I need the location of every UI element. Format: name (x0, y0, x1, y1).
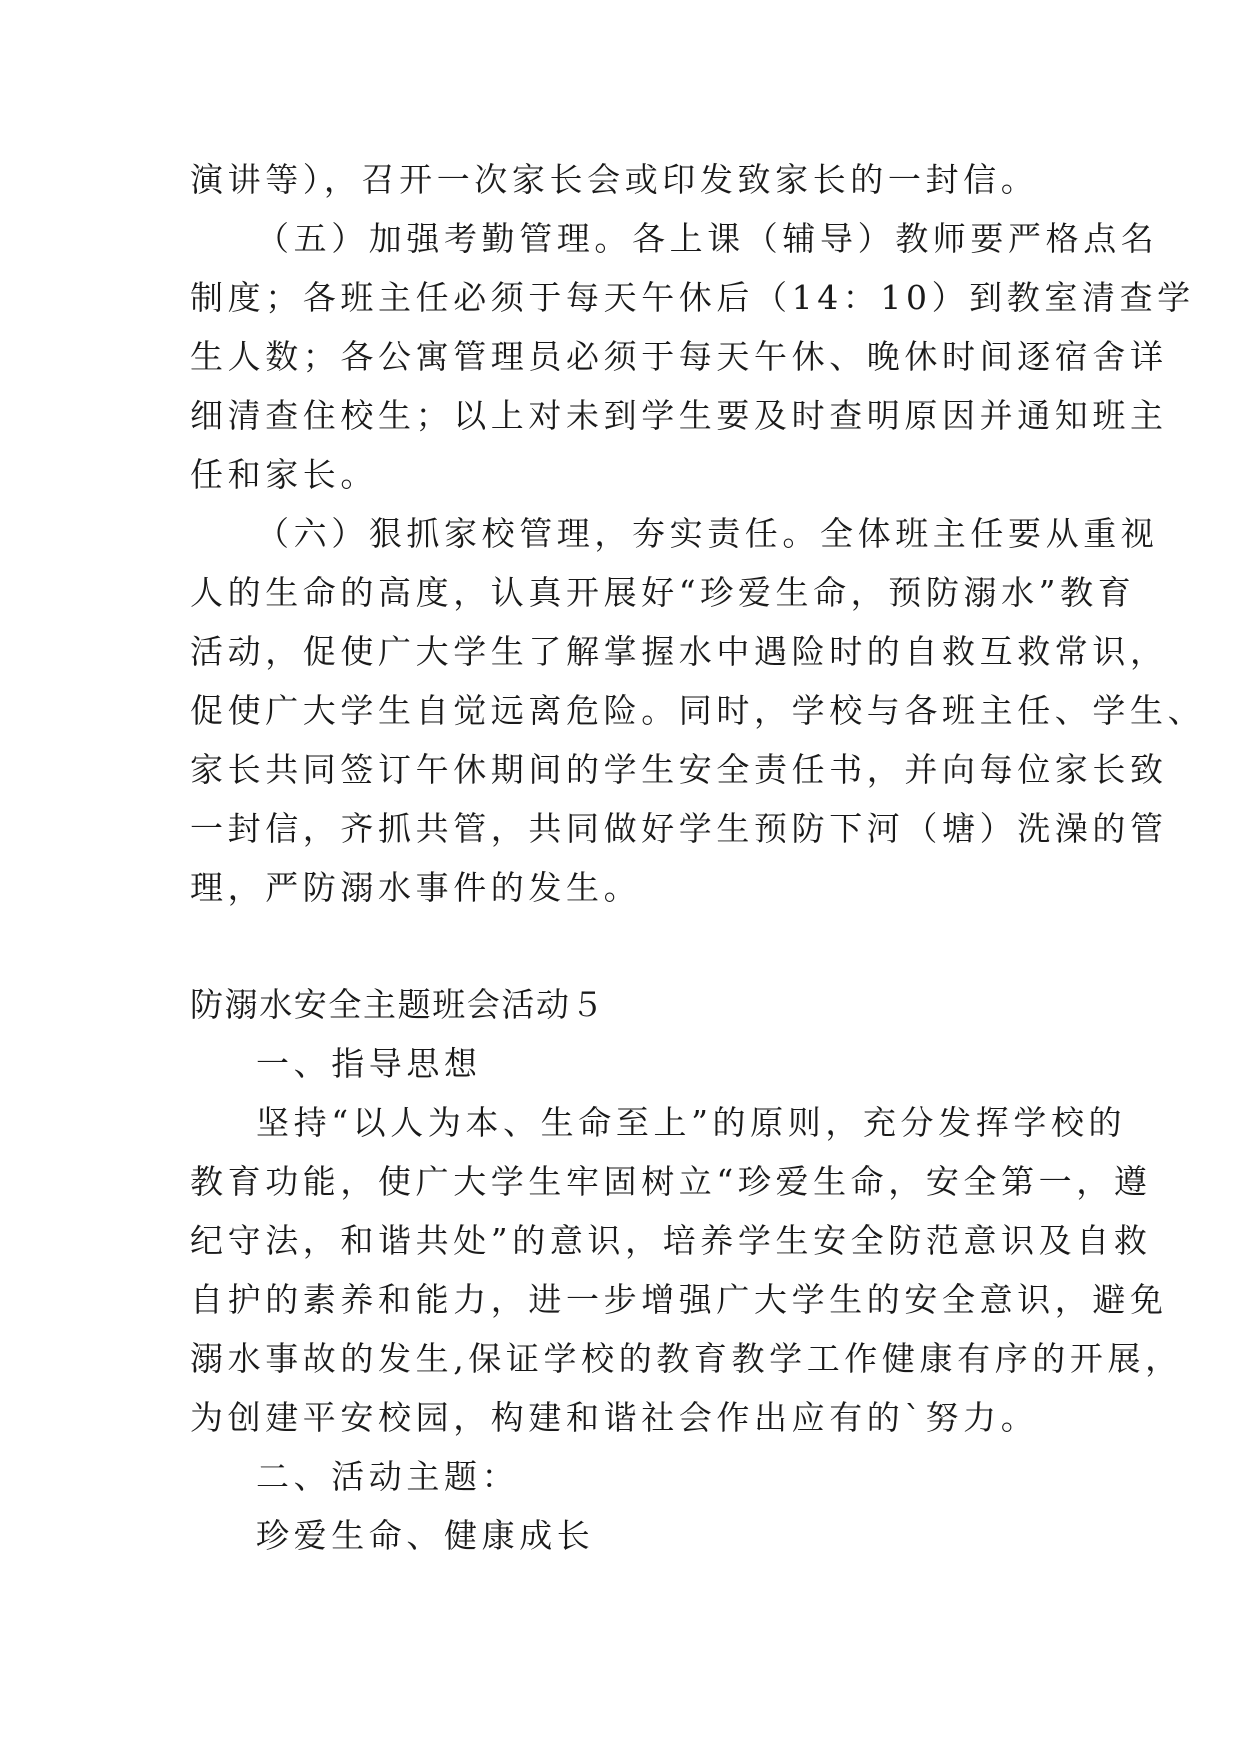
paragraph-line: 坚持“以人为本、生命至上”的原则，充分发挥学校的 (256, 1103, 1127, 1142)
paragraph-line: 溺水事故的发生,保证学校的教育教学工作健康有序的开展， (190, 1339, 1183, 1378)
paragraph-line: 演讲等），召开一次家长会或印发致家长的一封信。 (190, 160, 1039, 199)
document-body (190, 160, 1206, 1577)
paragraph-line: 细清查住校生；以上对未到学生要及时查明原因并通知班主 (190, 396, 1168, 435)
paragraph-line: 任和家长。 (190, 455, 378, 494)
paragraph-line: 制度；各班主任必须于每天午休后（14：10）到教室清查学 (190, 278, 1195, 317)
section-heading: 二、活动主题： (256, 1457, 520, 1496)
paragraph-line: （五）加强考勤管理。各上课（辅导）教师要严格点名 (256, 219, 1159, 258)
paragraph-line: 促使广大学生自觉远离危险。同时，学校与各班主任、学生、 (190, 691, 1206, 730)
section-gap (190, 929, 1050, 987)
paragraph-line: 人的生命的高度，认真开展好“珍爱生命，预防溺水”教育 (190, 573, 1136, 612)
section-title: 防溺水安全主题班会活动５ (190, 985, 606, 1024)
section-heading: 一、指导思想 (256, 1044, 482, 1083)
paragraph-line: 生人数；各公寓管理员必须于每天午休、晚休时间逐宿舍详 (190, 337, 1168, 376)
paragraph-line: 为创建平安校园，构建和谐社会作出应有的`努力。 (190, 1398, 1039, 1437)
paragraph-line: （六）狠抓家校管理，夯实责任。全体班主任要从重视 (256, 514, 1159, 553)
paragraph-line: 家长共同签订午休期间的学生安全责任书，并向每位家长致 (190, 750, 1168, 789)
paragraph-line: 教育功能，使广大学生牢固树立“珍爱生命，安全第一，遵 (190, 1162, 1152, 1201)
paragraph-line: 珍爱生命、健康成长 (256, 1516, 595, 1555)
paragraph-line: 一封信，齐抓共管，共同做好学生预防下河（塘）洗澡的管 (190, 809, 1168, 848)
paragraph-line: 理，严防溺水事件的发生。 (190, 868, 642, 907)
paragraph-line: 活动，促使广大学生了解掌握水中遇险时的自救互救常识， (190, 632, 1168, 671)
paragraph-line: 纪守法，和谐共处”的意识，培养学生安全防范意识及自救 (190, 1221, 1152, 1260)
paragraph-line: 自护的素养和能力，进一步增强广大学生的安全意识，避免 (190, 1280, 1168, 1319)
